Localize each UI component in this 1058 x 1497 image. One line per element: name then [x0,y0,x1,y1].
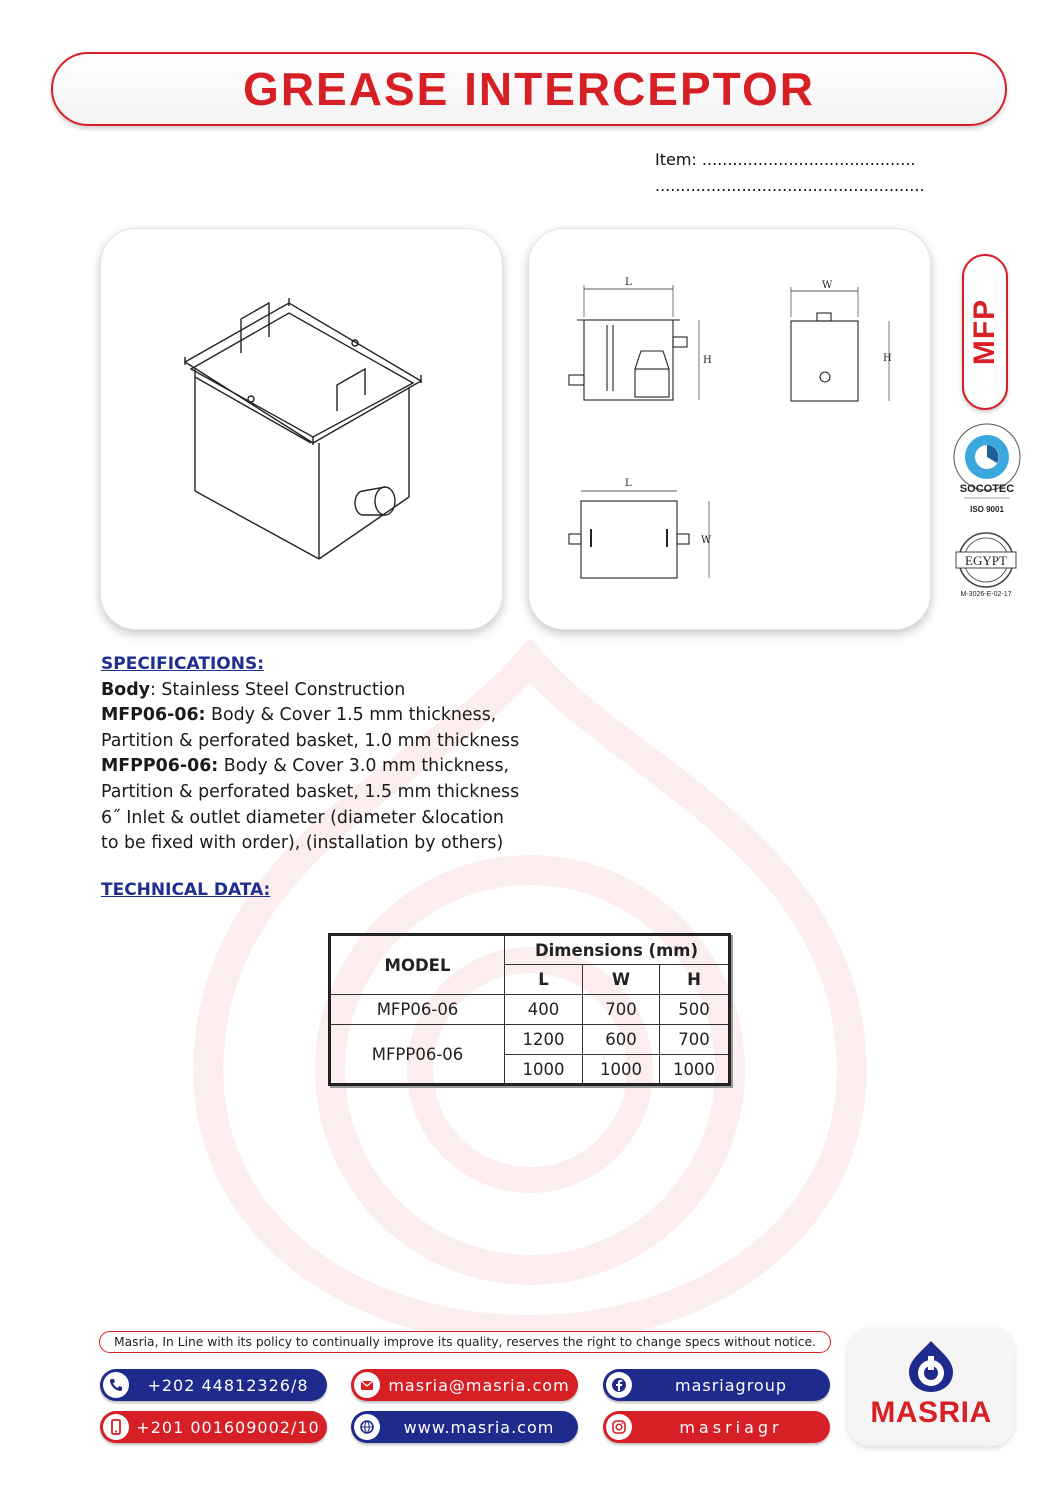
header-w: W [583,965,660,995]
orthographic-drawing [529,229,932,631]
egypt-certification-logo [948,530,1024,600]
email-icon [354,1372,380,1398]
end-view-w-label: W [822,280,833,291]
masria-logo-mark [903,1338,959,1394]
spec-mfpp: MFPP06-06: Body & Cover 3.0 mm thickness, [101,756,510,777]
product-views-panel [528,228,931,630]
top-view-w-label: W [701,535,712,546]
cell-h: 500 [660,995,730,1025]
header-h: H [660,965,730,995]
email-pill[interactable] [351,1369,578,1401]
instagram-pill[interactable] [603,1411,830,1443]
facebook-text: masriagroup [674,1375,788,1395]
header-model: MODEL [330,935,505,995]
masria-logo [848,1328,1014,1446]
socotec-name: SOCOTEC [959,483,1015,495]
spec-inlet-line2: to be fixed with order), (installation by others) [101,833,504,854]
egypt-cert-code: M-3026-E-02-17 [960,591,1012,598]
cell-w: 1000 [583,1055,660,1085]
spec-mfp-line2: Partition & perforated basket, 1.0 mm thickness [101,730,520,751]
title-banner [51,52,1007,126]
instagram-icon [606,1414,632,1440]
cell-l: 400 [505,995,583,1025]
cell-l: 1000 [505,1055,583,1085]
cell-model: MFPP06-06 [330,1025,505,1085]
facebook-pill[interactable] [603,1369,830,1401]
phone-2-text: +201 001609002/10 [136,1417,320,1437]
phone-1-text: +202 44812326/8 [147,1375,309,1395]
item-field[interactable]: Item: .......................................... [655,150,916,169]
iso-standard: ISO 9001 [970,505,1004,514]
model-badge-text: MFP [968,298,1002,366]
end-view-h-label: H [883,353,892,364]
side-view-h-label: H [703,355,712,366]
header-l: L [505,965,583,995]
technical-data-table [328,933,731,1086]
table-row [330,1025,730,1055]
specifications-heading: SPECIFICATIONS: [101,654,265,674]
globe-icon [354,1414,380,1440]
socotec-certification-logo [950,420,1024,516]
page-title: GREASE INTERCEPTOR [243,63,815,115]
masria-logo-text: MASRIA [870,1396,992,1429]
side-view-l-label: L [625,277,632,288]
cell-w: 700 [583,995,660,1025]
cell-h: 1000 [660,1055,730,1085]
facebook-icon [606,1372,632,1398]
cell-model: MFP06-06 [330,995,505,1025]
cell-l: 1200 [505,1025,583,1055]
website-text: www.masria.com [403,1417,555,1437]
instagram-text: masriagr [679,1417,783,1437]
model-badge [962,254,1008,410]
phone-pill-1[interactable] [100,1369,327,1401]
phone-pill-2[interactable] [100,1411,327,1443]
spec-mfp: MFP06-06: Body & Cover 1.5 mm thickness, [101,705,497,726]
spec-mfpp-line2: Partition & perforated basket, 1.5 mm thickness [101,781,520,802]
spec-inlet: 6˝ Inlet & outlet diameter (diameter &location [101,807,504,828]
cell-w: 600 [583,1025,660,1055]
mobile-icon [103,1414,129,1440]
isometric-drawing [101,229,504,631]
technical-data-heading: TECHNICAL DATA: [101,880,271,900]
product-isometric-panel [100,228,503,630]
header-dimensions: Dimensions (mm) [505,935,730,965]
egypt-cert-name: EGYPT [965,553,1007,568]
phone-icon [103,1372,129,1398]
table-row [330,995,730,1025]
item-field-line2[interactable]: ..................................................... [655,176,925,195]
email-text: masria@masria.com [388,1375,570,1395]
spec-body: Body: Stainless Steel Construction [101,679,406,700]
specifications-section [101,652,541,857]
cell-h: 700 [660,1025,730,1055]
policy-notice: Masria, In Line with its policy to continually improve its quality, reserves the right to change specs without notice. [99,1331,831,1353]
top-view-l-label: L [625,478,632,489]
website-pill[interactable] [351,1411,578,1443]
